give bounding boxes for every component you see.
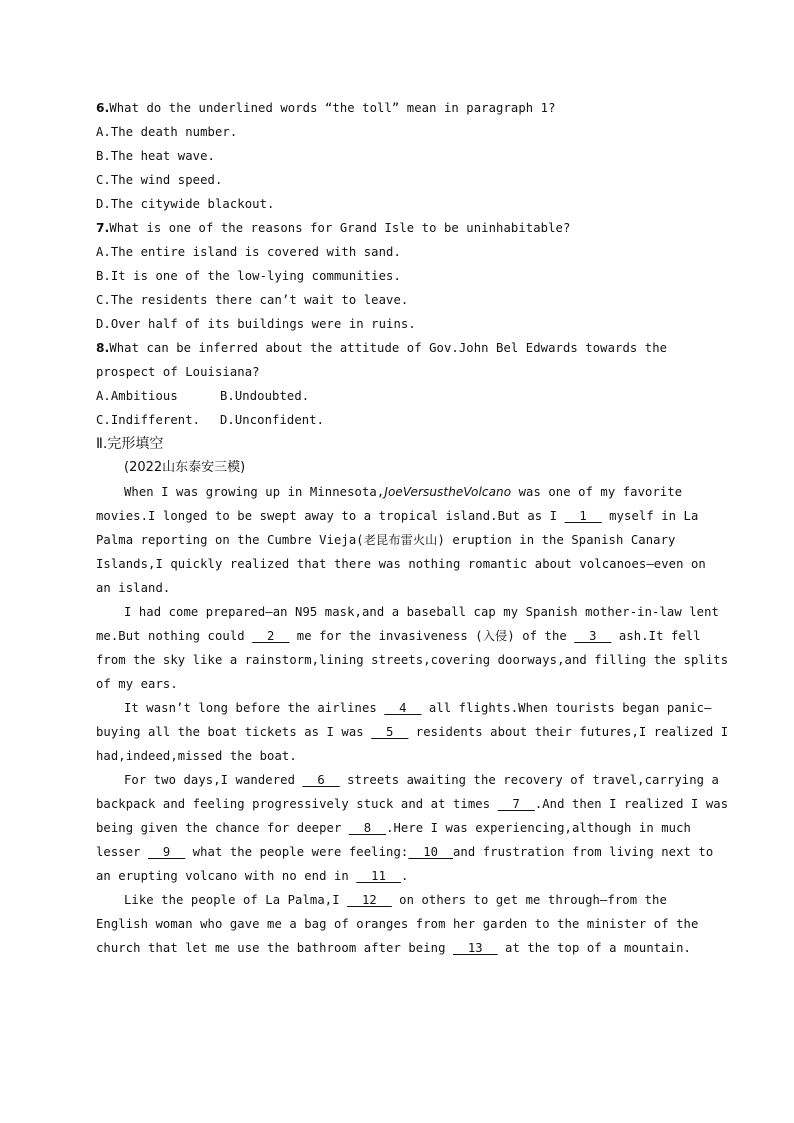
passage-text: on others to get me through—from the — [391, 893, 667, 907]
blank-5[interactable]: 5 — [371, 725, 409, 739]
question-8-option-b: B.Undoubted. — [220, 389, 310, 403]
movie-title: JoeVersustheVolcano — [384, 485, 512, 499]
question-text: What can be inferred about the attitude of Gov.John Bel Edwards towards the — [109, 341, 668, 355]
question-8-option-d: D.Unconfident. — [220, 413, 325, 427]
question-6-option-a: A.The death number. — [96, 125, 238, 139]
passage-line — [96, 816, 696, 840]
passage-line — [96, 504, 699, 528]
passage-text: being given the chance for deeper — [96, 821, 349, 835]
blank-1[interactable]: 1 — [564, 509, 602, 523]
passage-text: .Here I was experiencing,although in much — [386, 821, 691, 835]
passage-line — [96, 624, 701, 648]
section-title: Ⅱ.完形填空 — [96, 436, 164, 452]
passage-line — [96, 888, 696, 912]
blank-6[interactable]: 6 — [302, 773, 340, 787]
passage-text: buying all the boat tickets as I was — [96, 725, 372, 739]
passage-text: movies.I longed to be swept away to a tropical island.But as I — [96, 509, 565, 523]
blank-3[interactable]: 3 — [574, 629, 612, 643]
passage-line — [96, 696, 712, 720]
passage-text: Like the people of La Palma,I — [124, 893, 348, 907]
question-6-option-b: B.The heat wave. — [96, 149, 215, 163]
passage-line: I had come prepared—an N95 mask,and a baseball cap my Spanish mother-in-law lent — [124, 605, 719, 619]
question-7-option-b: B.It is one of the low-lying communities. — [96, 269, 401, 283]
passage-line — [96, 792, 729, 816]
question-text: What is one of the reasons for Grand Isle to be uninhabitable? — [109, 221, 571, 235]
blank-9[interactable]: 9 — [148, 845, 186, 859]
passage-line: English woman who gave me a bag of oranges from her garden to the minister of the — [96, 917, 699, 931]
passage-text: lesser — [96, 845, 149, 859]
passage-line: of my ears. — [96, 677, 178, 691]
blank-2[interactable]: 2 — [252, 629, 290, 643]
blank-11[interactable]: 11 — [356, 869, 401, 883]
blank-10[interactable]: 10 — [408, 845, 453, 859]
question-8-options-cd — [96, 408, 696, 432]
passage-text: me for the invasiveness (入侵) of the — [289, 629, 575, 643]
passage-text: and frustration from living next to — [453, 845, 714, 859]
passage-text: It wasn’t long before the airlines — [124, 701, 385, 715]
passage-line: from the sky like a rainstorm,lining streets,covering doorways,and filling the splits — [96, 653, 729, 667]
section-source: (2022山东泰安三模) — [124, 460, 246, 475]
passage-line — [96, 768, 719, 792]
passage-text: all flights.When tourists began panic— — [421, 701, 712, 715]
passage-text: .And then I realized I was — [534, 797, 729, 811]
passage-text: what the people were feeling: — [185, 845, 409, 859]
blank-4[interactable]: 4 — [384, 701, 422, 715]
blank-13[interactable]: 13 — [453, 941, 498, 955]
question-7-option-d: D.Over half of its buildings were in ruins. — [96, 317, 416, 331]
question-number: 6. — [96, 101, 110, 115]
question-7-option-c: C.The residents there can’t wait to leave. — [96, 293, 409, 307]
passage-text: For two days,I wandered — [124, 773, 303, 787]
question-8-options-ab — [96, 384, 696, 408]
passage-text: was one of my favorite — [511, 485, 683, 499]
passage-line: Palma reporting on the Cumbre Vieja(老昆布雷火山) eruption in the Spanish Canary — [96, 533, 676, 547]
passage-line: had,indeed,missed the boat. — [96, 749, 297, 763]
passage-line — [96, 864, 696, 888]
question-text: What do the underlined words “the toll” mean in paragraph 1? — [109, 101, 556, 115]
passage-line — [96, 840, 714, 864]
passage-line: an island. — [96, 581, 171, 595]
question-7-option-a: A.The entire island is covered with sand. — [96, 245, 401, 259]
passage-text: myself in La — [601, 509, 699, 523]
question-6-option-d: D.The citywide blackout. — [96, 197, 275, 211]
passage-text: When I was growing up in Minnesota, — [124, 485, 385, 499]
passage-line: Islands,I quickly realized that there was nothing romantic about volcanoes—even on — [96, 557, 706, 571]
blank-7[interactable]: 7 — [497, 797, 535, 811]
passage-text: backpack and feeling progressively stuck and at times — [96, 797, 498, 811]
question-8-stem-cont: prospect of Louisiana? — [96, 365, 260, 379]
question-number: 7. — [96, 221, 110, 235]
blank-12[interactable]: 12 — [347, 893, 392, 907]
question-8-stem — [96, 336, 696, 360]
passage-text: me.But nothing could — [96, 629, 253, 643]
passage-text: residents about their futures,I realized I — [408, 725, 729, 739]
blank-8[interactable]: 8 — [348, 821, 387, 835]
passage-text: church that let me use the bathroom after being — [96, 941, 453, 955]
passage-text: ash.It fell — [611, 629, 701, 643]
worksheet-page — [96, 96, 729, 960]
passage-text: at the top of a mountain. — [497, 941, 691, 955]
question-6-stem — [96, 96, 696, 120]
passage-line — [96, 480, 696, 504]
question-6-option-c: C.The wind speed. — [96, 173, 223, 187]
passage-line — [96, 720, 729, 744]
passage-line — [96, 936, 696, 960]
question-8-option-c: C.Indifferent. — [96, 413, 201, 427]
passage-text: streets awaiting the recovery of travel,carrying a — [339, 773, 719, 787]
passage-text: . — [400, 869, 409, 883]
question-number: 8. — [96, 341, 110, 355]
question-7-stem — [96, 216, 696, 240]
passage-text: an erupting volcano with no end in — [96, 869, 357, 883]
question-8-option-a: A.Ambitious — [96, 389, 178, 403]
